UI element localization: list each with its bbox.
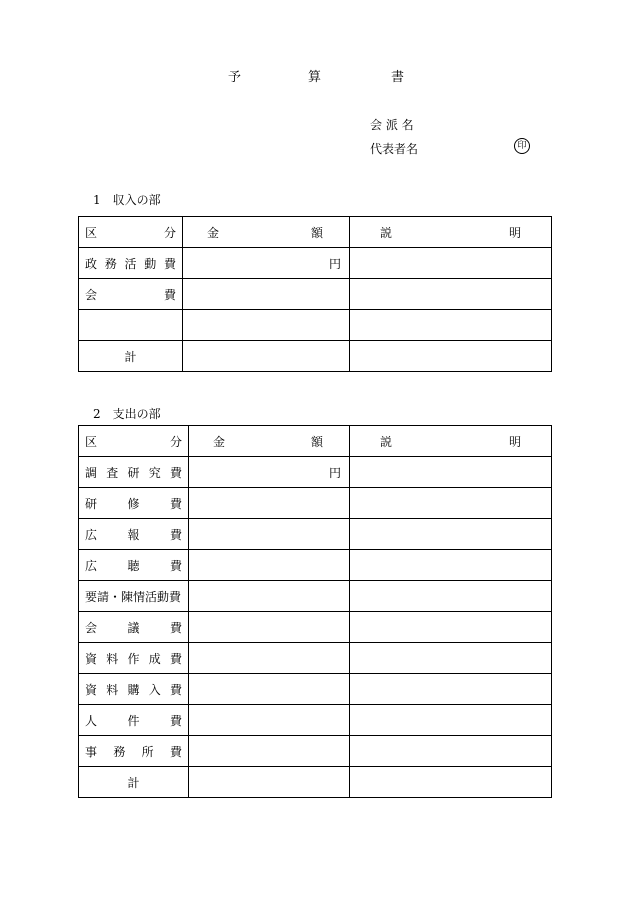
title-char: 算: [308, 70, 322, 85]
table-row: [79, 550, 552, 581]
table-row: [79, 612, 552, 643]
category-cell: [79, 705, 189, 736]
title-char: 書: [391, 70, 405, 85]
category-label: [85, 712, 182, 729]
category-char: 所: [141, 744, 154, 759]
header-char: 説: [380, 225, 393, 240]
category-char: 調: [85, 465, 98, 480]
header-amount-cell: [189, 426, 350, 457]
table-row: [79, 674, 552, 705]
category-char: 聴: [127, 558, 140, 573]
header-char: 額: [310, 434, 323, 449]
total-row: [79, 767, 552, 798]
description-cell[interactable]: [350, 248, 552, 279]
expense-table: [78, 425, 552, 798]
category-cell: [79, 612, 189, 643]
income-table: [78, 216, 552, 372]
representative-label: 代表者名: [370, 142, 419, 156]
category-char: 務: [104, 256, 117, 271]
amount-cell[interactable]: 円: [189, 457, 350, 488]
header-category-cell: [79, 217, 183, 248]
category-cell: [79, 581, 189, 612]
category-char: 費: [163, 287, 176, 302]
category-char: 査: [106, 465, 119, 480]
category-char: 会: [85, 620, 98, 635]
category-char: 件: [127, 713, 140, 728]
table-row: [79, 643, 552, 674]
header-char: 額: [310, 225, 323, 240]
category-char: 資: [85, 682, 98, 697]
category-char: 政: [85, 256, 98, 271]
table-header-row: [79, 426, 552, 457]
category-char: 費: [169, 558, 182, 573]
amount-cell[interactable]: [189, 550, 350, 581]
amount-cell[interactable]: [189, 612, 350, 643]
category-char: 費: [169, 744, 182, 759]
amount-cell[interactable]: [189, 488, 350, 519]
amount-cell[interactable]: [189, 705, 350, 736]
amount-cell[interactable]: [189, 581, 350, 612]
category-cell: [79, 736, 189, 767]
header-char: 区: [85, 434, 98, 449]
category-label: [85, 557, 182, 574]
category-char: 究: [148, 465, 161, 480]
category-cell: [79, 457, 189, 488]
income-section-heading: 1 収入の部: [93, 193, 161, 207]
category-char: 料: [106, 682, 119, 697]
header-amount-cell: [183, 217, 350, 248]
header-description: [350, 433, 551, 450]
table-row: [79, 488, 552, 519]
total-amount-cell[interactable]: [189, 767, 350, 798]
header-description: [350, 224, 551, 241]
category-label: [85, 464, 182, 481]
category-char: 報: [127, 527, 140, 542]
seal-mark: 印: [514, 138, 530, 154]
description-cell[interactable]: [350, 310, 552, 341]
category-char: 費: [169, 682, 182, 697]
category-char: 入: [148, 682, 161, 697]
category-cell: [79, 643, 189, 674]
category-char: 事: [85, 744, 98, 759]
header-char: 明: [508, 225, 521, 240]
description-cell[interactable]: [350, 581, 552, 612]
amount-cell[interactable]: [183, 310, 350, 341]
category-char: 議: [127, 620, 140, 635]
category-char: 資: [85, 651, 98, 666]
category-cell: [79, 519, 189, 550]
title-char: 予: [228, 70, 242, 85]
amount-cell[interactable]: [189, 674, 350, 705]
amount-cell[interactable]: 円: [183, 248, 350, 279]
category-char: 成: [148, 651, 161, 666]
category-char: 活: [124, 256, 137, 271]
description-cell[interactable]: [350, 488, 552, 519]
header-amount: [189, 433, 349, 450]
category-label: [85, 619, 182, 636]
category-label: [85, 743, 182, 760]
category-char: 務: [113, 744, 126, 759]
category-label: [85, 526, 182, 543]
category-char: 費: [169, 713, 182, 728]
category-char: 研: [127, 465, 140, 480]
category-char: 料: [106, 651, 119, 666]
category-cell: [79, 488, 189, 519]
category-char: 購: [127, 682, 140, 697]
category-char: 作: [127, 651, 140, 666]
category-cell: [79, 674, 189, 705]
table-row: [79, 736, 552, 767]
category-cell: [79, 550, 189, 581]
table-row: [79, 279, 552, 310]
category-char: 費: [169, 651, 182, 666]
total-amount-cell[interactable]: [183, 341, 350, 372]
category-label: [85, 650, 182, 667]
category-char: 動: [144, 256, 157, 271]
category-label: [85, 681, 182, 698]
description-cell[interactable]: [350, 612, 552, 643]
amount-cell[interactable]: [189, 519, 350, 550]
table-row: [79, 457, 552, 488]
header-char: 金: [207, 225, 220, 240]
category-char: 費: [169, 496, 182, 511]
description-cell[interactable]: [350, 457, 552, 488]
header-description-cell: [350, 217, 552, 248]
header-char: 分: [163, 225, 176, 240]
faction-name-label: 会 派 名: [370, 118, 414, 132]
table-row: [79, 310, 552, 341]
amount-cell[interactable]: [183, 279, 350, 310]
category-char: 会: [85, 287, 98, 302]
header-category: [85, 433, 182, 450]
header-category: [85, 224, 176, 241]
description-cell[interactable]: [350, 705, 552, 736]
category-char: 人: [85, 713, 98, 728]
description-cell[interactable]: [350, 519, 552, 550]
category-label: [85, 286, 176, 303]
table-row: [79, 519, 552, 550]
header-amount: [183, 224, 349, 241]
header-char: 金: [213, 434, 226, 449]
category-char: 広: [85, 527, 98, 542]
total-description-cell[interactable]: [350, 341, 552, 372]
category-label: 要請・陳情活動費: [85, 589, 182, 604]
category-label: [85, 255, 176, 272]
total-description-cell[interactable]: [350, 767, 552, 798]
category-cell: [79, 310, 183, 341]
total-label-cell: 計: [79, 767, 189, 798]
header-category-cell: [79, 426, 189, 457]
category-char: 修: [127, 496, 140, 511]
category-char: 費: [163, 256, 176, 271]
table-row: [79, 248, 552, 279]
amount-cell[interactable]: [189, 643, 350, 674]
header-description-cell: [350, 426, 552, 457]
header-char: 区: [85, 225, 98, 240]
header-char: 説: [380, 434, 393, 449]
table-row: [79, 705, 552, 736]
total-row: [79, 341, 552, 372]
header-char: 分: [169, 434, 182, 449]
category-char: 費: [169, 465, 182, 480]
category-char: 費: [169, 620, 182, 635]
description-cell[interactable]: [350, 550, 552, 581]
description-cell[interactable]: [350, 643, 552, 674]
category-char: 費: [169, 527, 182, 542]
category-cell: [79, 248, 183, 279]
amount-cell[interactable]: [189, 736, 350, 767]
table-row: [79, 581, 552, 612]
category-cell: [79, 279, 183, 310]
description-cell[interactable]: [350, 736, 552, 767]
category-char: 研: [85, 496, 98, 511]
category-char: 広: [85, 558, 98, 573]
total-label-cell: 計: [79, 341, 183, 372]
expense-section-heading: 2 支出の部: [93, 407, 161, 421]
description-cell[interactable]: [350, 674, 552, 705]
table-header-row: [79, 217, 552, 248]
category-label: [85, 495, 182, 512]
header-char: 明: [508, 434, 521, 449]
description-cell[interactable]: [350, 279, 552, 310]
